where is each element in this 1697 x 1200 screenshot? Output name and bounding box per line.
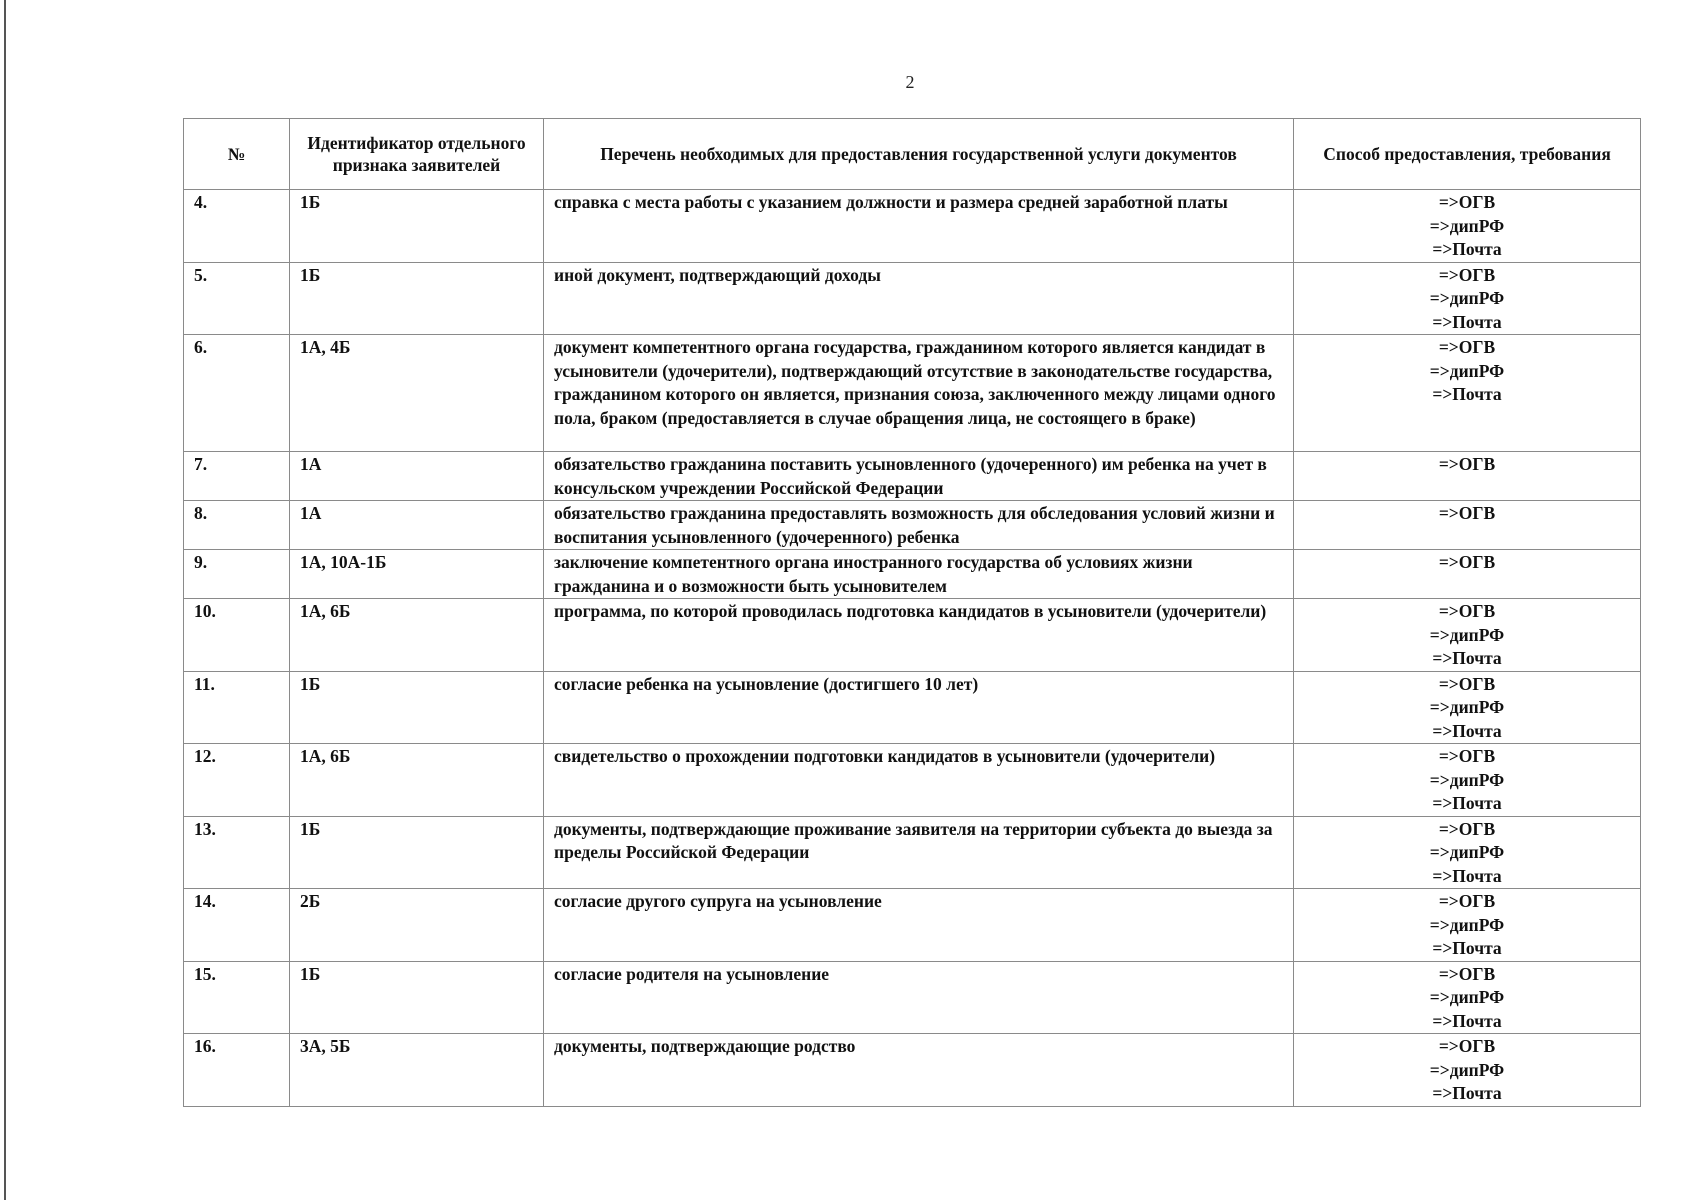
row-document: обязательство гражданина поставить усыновленного (удочеренного) им ребенка на учет в консульском учреждении Российской Федерации	[544, 452, 1294, 501]
method-item: =>ОГВ	[1438, 264, 1496, 285]
header-number: №	[184, 119, 290, 190]
row-identifier: 1Б	[290, 961, 544, 1034]
method-item: =>ОГВ	[1438, 891, 1496, 911]
row-number: 16.	[184, 1034, 290, 1107]
header-identifier: Идентификатор отдельного признака заявителей	[290, 119, 544, 190]
row-methods	[1294, 671, 1641, 744]
row-number: 6.	[184, 335, 290, 452]
method-item: =>Почта	[1432, 1010, 1502, 1031]
method-item: =>Почта	[1432, 938, 1502, 958]
table-row	[184, 452, 1641, 501]
row-document: заключение компетентного органа иностранного государства об условиях жизни гражданина и о возможности быть усыновителем	[544, 550, 1294, 599]
row-identifier: 1Б	[290, 671, 544, 744]
page-number: 2	[905, 72, 915, 92]
method-item: =>ОГВ	[1438, 818, 1496, 839]
row-document: иной документ, подтверждающий доходы	[544, 262, 1294, 335]
table-row	[184, 1034, 1641, 1107]
row-number: 8.	[184, 501, 290, 550]
table-row	[184, 961, 1641, 1034]
method-item: =>Почта	[1432, 648, 1502, 668]
row-document: документы, подтверждающие родство	[544, 1034, 1294, 1107]
row-identifier: 1Б	[290, 190, 544, 263]
row-number: 7.	[184, 452, 290, 501]
table-row	[184, 335, 1641, 452]
method-item: =>Почта	[1432, 865, 1502, 886]
row-methods	[1294, 452, 1641, 501]
table-row	[184, 190, 1641, 263]
method-item: =>дипРФ	[1429, 769, 1505, 790]
row-document: обязательство гражданина предоставлять возможность для обследования условий жизни и воспитания усыновленного (удочеренного) ребенка	[544, 501, 1294, 550]
row-methods	[1294, 335, 1641, 452]
row-number: 14.	[184, 889, 290, 962]
method-item: =>Почта	[1432, 720, 1502, 741]
row-identifier: 1А, 6Б	[290, 744, 544, 817]
row-identifier: 1А	[290, 452, 544, 501]
row-identifier: 3А, 5Б	[290, 1034, 544, 1107]
header-documents: Перечень необходимых для предоставления государственной услуги документов	[544, 119, 1294, 190]
row-methods	[1294, 889, 1641, 962]
method-item: =>дипРФ	[1429, 288, 1505, 308]
row-document: согласие ребенка на усыновление (достигшего 10 лет)	[544, 671, 1294, 744]
row-number: 10.	[184, 599, 290, 672]
method-item: =>ОГВ	[1438, 746, 1496, 766]
method-item: =>Почта	[1432, 1083, 1502, 1103]
row-number: 13.	[184, 816, 290, 889]
table-row	[184, 816, 1641, 889]
method-item: =>ОГВ	[1438, 337, 1496, 357]
method-item: =>Почта	[1432, 239, 1502, 259]
method-item: =>дипРФ	[1429, 697, 1505, 717]
method-item: =>Почта	[1432, 384, 1502, 404]
method-item: =>дипРФ	[1429, 987, 1505, 1007]
row-identifier: 1Б	[290, 262, 544, 335]
table-row	[184, 550, 1641, 599]
row-number: 5.	[184, 262, 290, 335]
row-document: справка с места работы с указанием должности и размера средней заработной платы	[544, 190, 1294, 263]
row-identifier: 1А, 6Б	[290, 599, 544, 672]
method-item: =>дипРФ	[1429, 215, 1505, 236]
row-document: свидетельство о прохождении подготовки кандидатов в усыновители (удочерители)	[544, 744, 1294, 817]
row-methods	[1294, 190, 1641, 263]
method-item: =>Почта	[1432, 793, 1502, 813]
table-row	[184, 744, 1641, 817]
method-item: =>ОГВ	[1438, 552, 1496, 572]
row-methods	[1294, 501, 1641, 550]
row-methods	[1294, 961, 1641, 1034]
row-number: 11.	[184, 671, 290, 744]
row-number: 12.	[184, 744, 290, 817]
method-item: =>Почта	[1432, 311, 1502, 332]
method-item: =>дипРФ	[1429, 360, 1505, 381]
row-identifier: 2Б	[290, 889, 544, 962]
method-item: =>ОГВ	[1438, 963, 1496, 984]
method-item: =>дипРФ	[1429, 624, 1505, 645]
table-row	[184, 889, 1641, 962]
method-item: =>ОГВ	[1438, 673, 1496, 694]
row-identifier: 1А, 10А-1Б	[290, 550, 544, 599]
row-methods	[1294, 599, 1641, 672]
method-item: =>дипРФ	[1429, 842, 1505, 862]
row-methods	[1294, 550, 1641, 599]
row-identifier: 1Б	[290, 816, 544, 889]
row-methods	[1294, 262, 1641, 335]
method-item: =>дипРФ	[1429, 1059, 1505, 1080]
method-item: =>ОГВ	[1438, 192, 1496, 212]
row-document: согласие родителя на усыновление	[544, 961, 1294, 1034]
row-methods	[1294, 816, 1641, 889]
table-row	[184, 262, 1641, 335]
method-item: =>ОГВ	[1438, 454, 1496, 474]
table-row	[184, 501, 1641, 550]
table-header	[184, 119, 1641, 190]
table-body	[184, 190, 1641, 1107]
header-method: Способ предоставления, требования	[1294, 119, 1641, 190]
method-item: =>дипРФ	[1429, 914, 1505, 935]
method-item: =>ОГВ	[1438, 601, 1496, 621]
row-number: 9.	[184, 550, 290, 599]
table-row	[184, 599, 1641, 672]
row-identifier: 1А	[290, 501, 544, 550]
scan-edge-line	[4, 0, 6, 1200]
row-methods	[1294, 1034, 1641, 1107]
row-number: 15.	[184, 961, 290, 1034]
table-row	[184, 671, 1641, 744]
method-item: =>ОГВ	[1438, 1036, 1496, 1056]
row-document: программа, по которой проводилась подготовка кандидатов в усыновители (удочерители)	[544, 599, 1294, 672]
method-item: =>ОГВ	[1438, 503, 1496, 523]
row-number: 4.	[184, 190, 290, 263]
row-document: согласие другого супруга на усыновление	[544, 889, 1294, 962]
documents-table	[183, 118, 1641, 1107]
row-identifier: 1А, 4Б	[290, 335, 544, 452]
row-document: документ компетентного органа государства, гражданином которого является кандидат в усыновители (удочерители), подтверждающий отсутствие в законодательстве государства, гражданином которого он является, признания союза, заключенного между лицами одного пола, браком (предоставляется в случае обращения лица, не состоящего в браке)	[544, 335, 1294, 452]
row-document: документы, подтверждающие проживание заявителя на территории субъекта до выезда за пределы Российской Федерации	[544, 816, 1294, 889]
row-methods	[1294, 744, 1641, 817]
